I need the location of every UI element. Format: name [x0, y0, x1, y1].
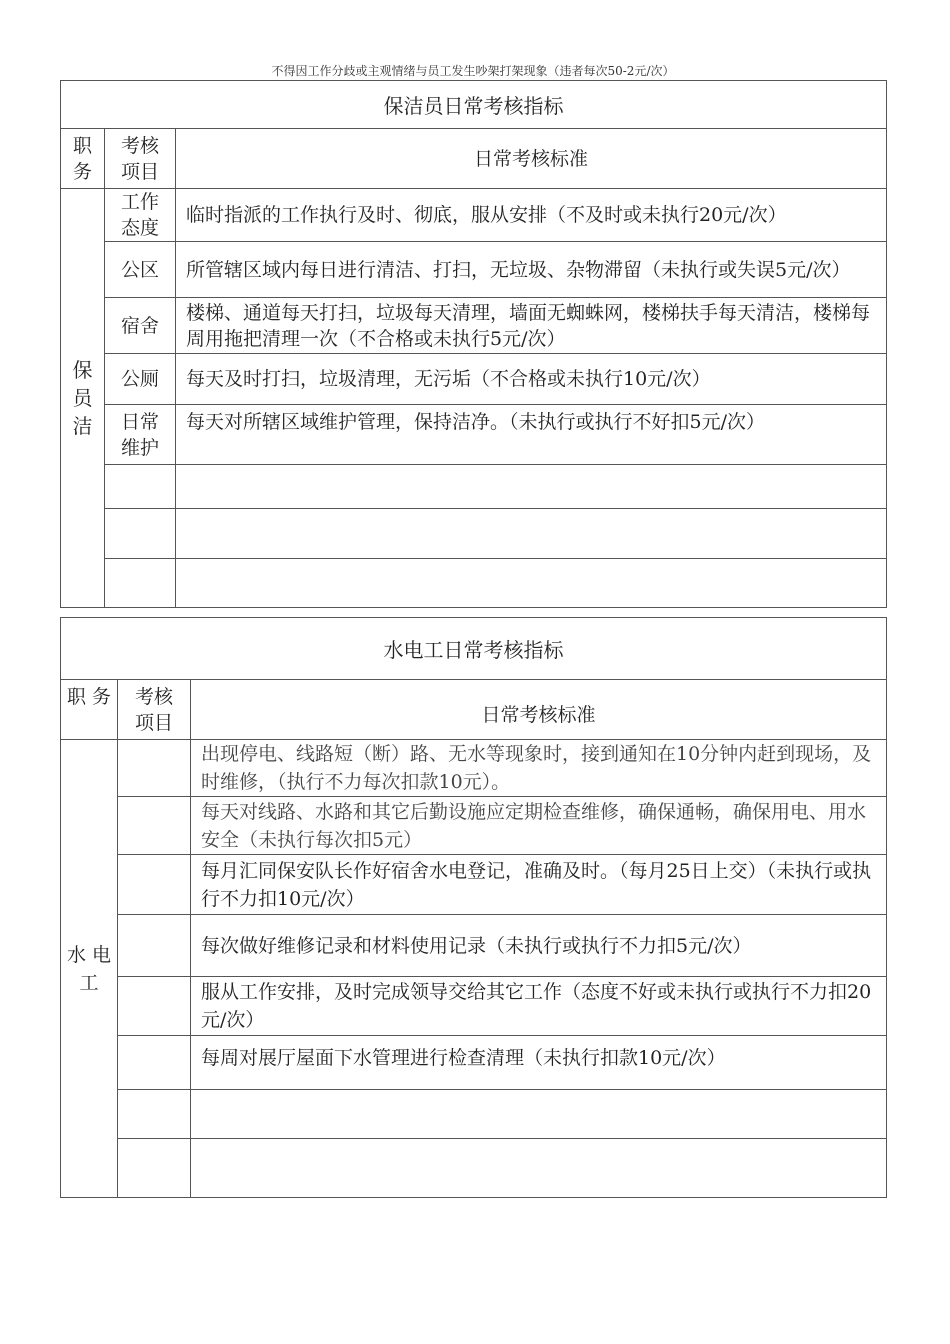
standard-cell: 每周对展厅屋面下水管理进行检查清理（未执行扣款10元/次）	[191, 1036, 887, 1090]
electrician-assessment-table	[60, 617, 887, 1198]
duty-header: 职 务	[61, 680, 118, 740]
empty-item-cell	[105, 559, 176, 608]
role-cell-cleaner: 保员洁	[61, 189, 105, 608]
empty-item-cell	[105, 465, 176, 509]
empty-standard-cell	[176, 559, 887, 608]
empty-item-cell	[118, 797, 191, 855]
standard-cell: 出现停电、线路短（断）路、无水等现象时，接到通知在10分钟内赶到现场，及时维修，（执行不力每次扣款10元）。	[191, 740, 887, 797]
duty-header: 职务	[61, 129, 105, 189]
empty-item-cell	[118, 1090, 191, 1139]
item-cell: 公厕	[105, 354, 176, 405]
cleaner-assessment-table	[60, 80, 887, 608]
role-cell-electrician: 水 电工	[61, 740, 118, 1198]
empty-item-cell	[118, 977, 191, 1036]
empty-item-cell	[118, 1036, 191, 1090]
standard-cell: 所管辖区域内每日进行清洁、打扫，无垃圾、杂物滞留（未执行或失误5元/次）	[176, 242, 887, 298]
empty-item-cell	[118, 1139, 191, 1198]
electrician-table-title: 水电工日常考核指标	[61, 618, 887, 680]
empty-standard-cell	[191, 1090, 887, 1139]
standard-cell: 每次做好维修记录和材料使用记录（未执行或执行不力扣5元/次）	[191, 915, 887, 977]
cleaner-table-title: 保洁员日常考核指标	[61, 81, 887, 129]
standard-header: 日常考核标准	[191, 680, 887, 740]
empty-item-cell	[105, 509, 176, 559]
standard-cell: 楼梯、通道每天打扫，垃圾每天清理，墙面无蜘蛛网，楼梯扶手每天清洁，楼梯每周用拖把清理一次（不合格或未执行5元/次）	[176, 298, 887, 354]
empty-item-cell	[118, 740, 191, 797]
empty-standard-cell	[176, 465, 887, 509]
top-note: 不得因工作分歧或主观情绪与员工发生吵架打架现象（违者每次50-2元/次）	[271, 64, 675, 78]
standard-cell: 每天对所辖区域维护管理，保持洁净。（未执行或执行不好扣5元/次）	[176, 405, 887, 465]
item-cell: 日常维护	[105, 405, 176, 465]
standard-cell: 服从工作安排，及时完成领导交给其它工作（态度不好或未执行或执行不力扣20元/次）	[191, 977, 887, 1036]
standard-cell: 每天对线路、水路和其它后勤设施应定期检查维修，确保通畅，确保用电、用水安全（未执行每次扣5元）	[191, 797, 887, 855]
item-header: 考核项目	[105, 129, 176, 189]
item-cell: 公区	[105, 242, 176, 298]
empty-item-cell	[118, 915, 191, 977]
standard-cell: 每月汇同保安队长作好宿舍水电登记，准确及时。（每月25日上交）（未执行或执行不力扣10元/次）	[191, 855, 887, 915]
empty-standard-cell	[191, 1139, 887, 1198]
empty-item-cell	[118, 855, 191, 915]
standard-cell: 每天及时打扫，垃圾清理，无污垢（不合格或未执行10元/次）	[176, 354, 887, 405]
standard-cell: 临时指派的工作执行及时、彻底，服从安排（不及时或未执行20元/次）	[176, 189, 887, 242]
empty-standard-cell	[176, 509, 887, 559]
item-header: 考核项目	[118, 680, 191, 740]
standard-header: 日常考核标准	[176, 129, 887, 189]
item-cell: 宿舍	[105, 298, 176, 354]
item-cell: 工作态度	[105, 189, 176, 242]
